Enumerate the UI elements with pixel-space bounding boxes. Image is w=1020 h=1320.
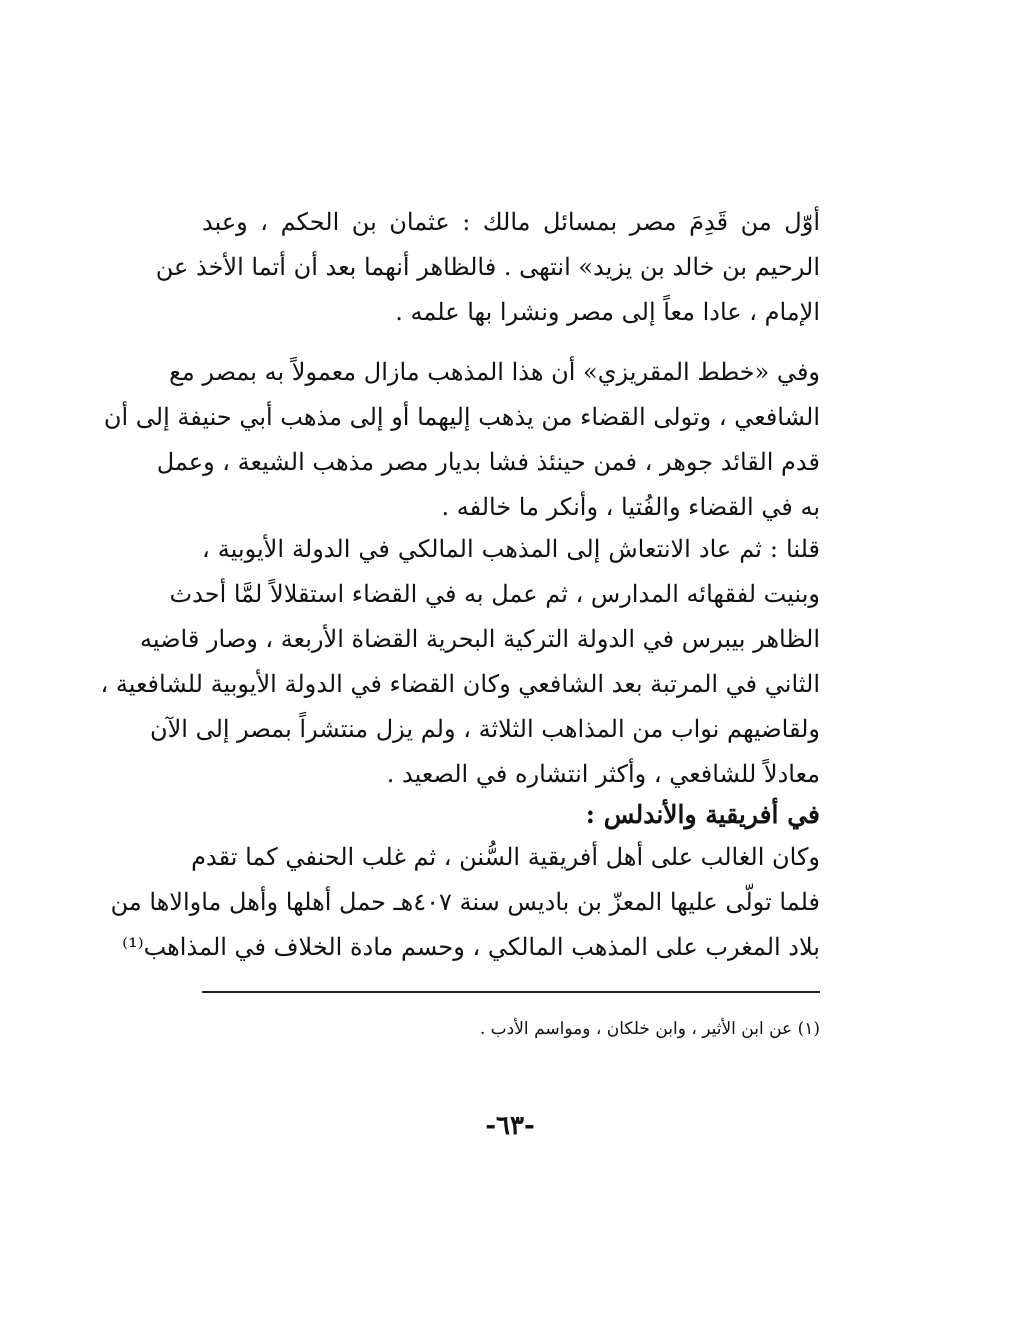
text-line: قدم القائد جوهر ، فمن حينئذ فشا بديار مصر مذهب الشيعة ، وعمل [156, 448, 820, 476]
text-line: قلنا : ثم عاد الانتعاش إلى المذهب المالكي في الدولة الأيوبية ، [202, 535, 820, 563]
text-line: الشافعي ، وتولى القضاء من يذهب إليهما أو إلى مذهب أبي حنيفة إلى أن [103, 403, 820, 431]
text-line: به في القضاء والفُتيا ، وأنكر ما خالفه . [441, 493, 820, 521]
text-line: وبنيت لفقهائه المدارس ، ثم عمل به في القضاء استقلالاً لمَّا أحدث [169, 580, 820, 608]
text-line: بلاد المغرب على المذهب المالكي ، وحسم مادة الخلاف في المذاهب⁽¹⁾ [122, 933, 820, 961]
page-number: -٦٣- [485, 1111, 535, 1141]
footnote: (١) عن ابن الأثير ، وابن خلكان ، ومواسم الأدب . [479, 1019, 820, 1039]
text-line: فلما تولّى عليها المعزّ بن باديس سنة ٤٠٧هـ حمل أهلها وأهل ماوالاها من [110, 888, 820, 916]
text-line: معادلاً للشافعي ، وأكثر انتشاره في الصعيد . [386, 760, 820, 788]
text-line: ولقاضيهم نواب من المذاهب الثلاثة ، ولم يزل منتشراً بمصر إلى الآن [149, 715, 820, 743]
text-line: الظاهر بيبرس في الدولة التركية البحرية القضاة الأربعة ، وصار قاضيه [140, 625, 820, 653]
text-line: أوّل من قَدِمَ مصر بمسائل مالك : عثمان بن الحكم ، وعبد [202, 208, 820, 236]
text-line: الإمام ، عادا معاً إلى مصر ونشرا بها علمه . [395, 298, 820, 326]
paragraph-3 [100, 527, 820, 797]
text-line: الثاني في المرتبة بعد الشافعي وكان القضاء في الدولة الأيوبية للشافعية ، [100, 670, 820, 698]
paragraph-2 [103, 350, 820, 530]
paragraph-4 [110, 835, 820, 970]
text-line: وكان الغالب على أهل أفريقية السُّنن ، ثم غلب الحنفي كما تقدم [191, 843, 820, 871]
text-line: وفي «خطط المقريزي» أن هذا المذهب مازال معمولاً به بمصر مع [169, 358, 820, 386]
section-heading: في أفريقية والأندلس : [585, 800, 820, 829]
text-line: الرحيم بن خالد بن يزيد» انتهى . فالظاهر أنهما بعد أن أتما الأخذ عن [155, 253, 820, 281]
paragraph-1 [155, 200, 820, 335]
footnote-divider [202, 991, 820, 993]
